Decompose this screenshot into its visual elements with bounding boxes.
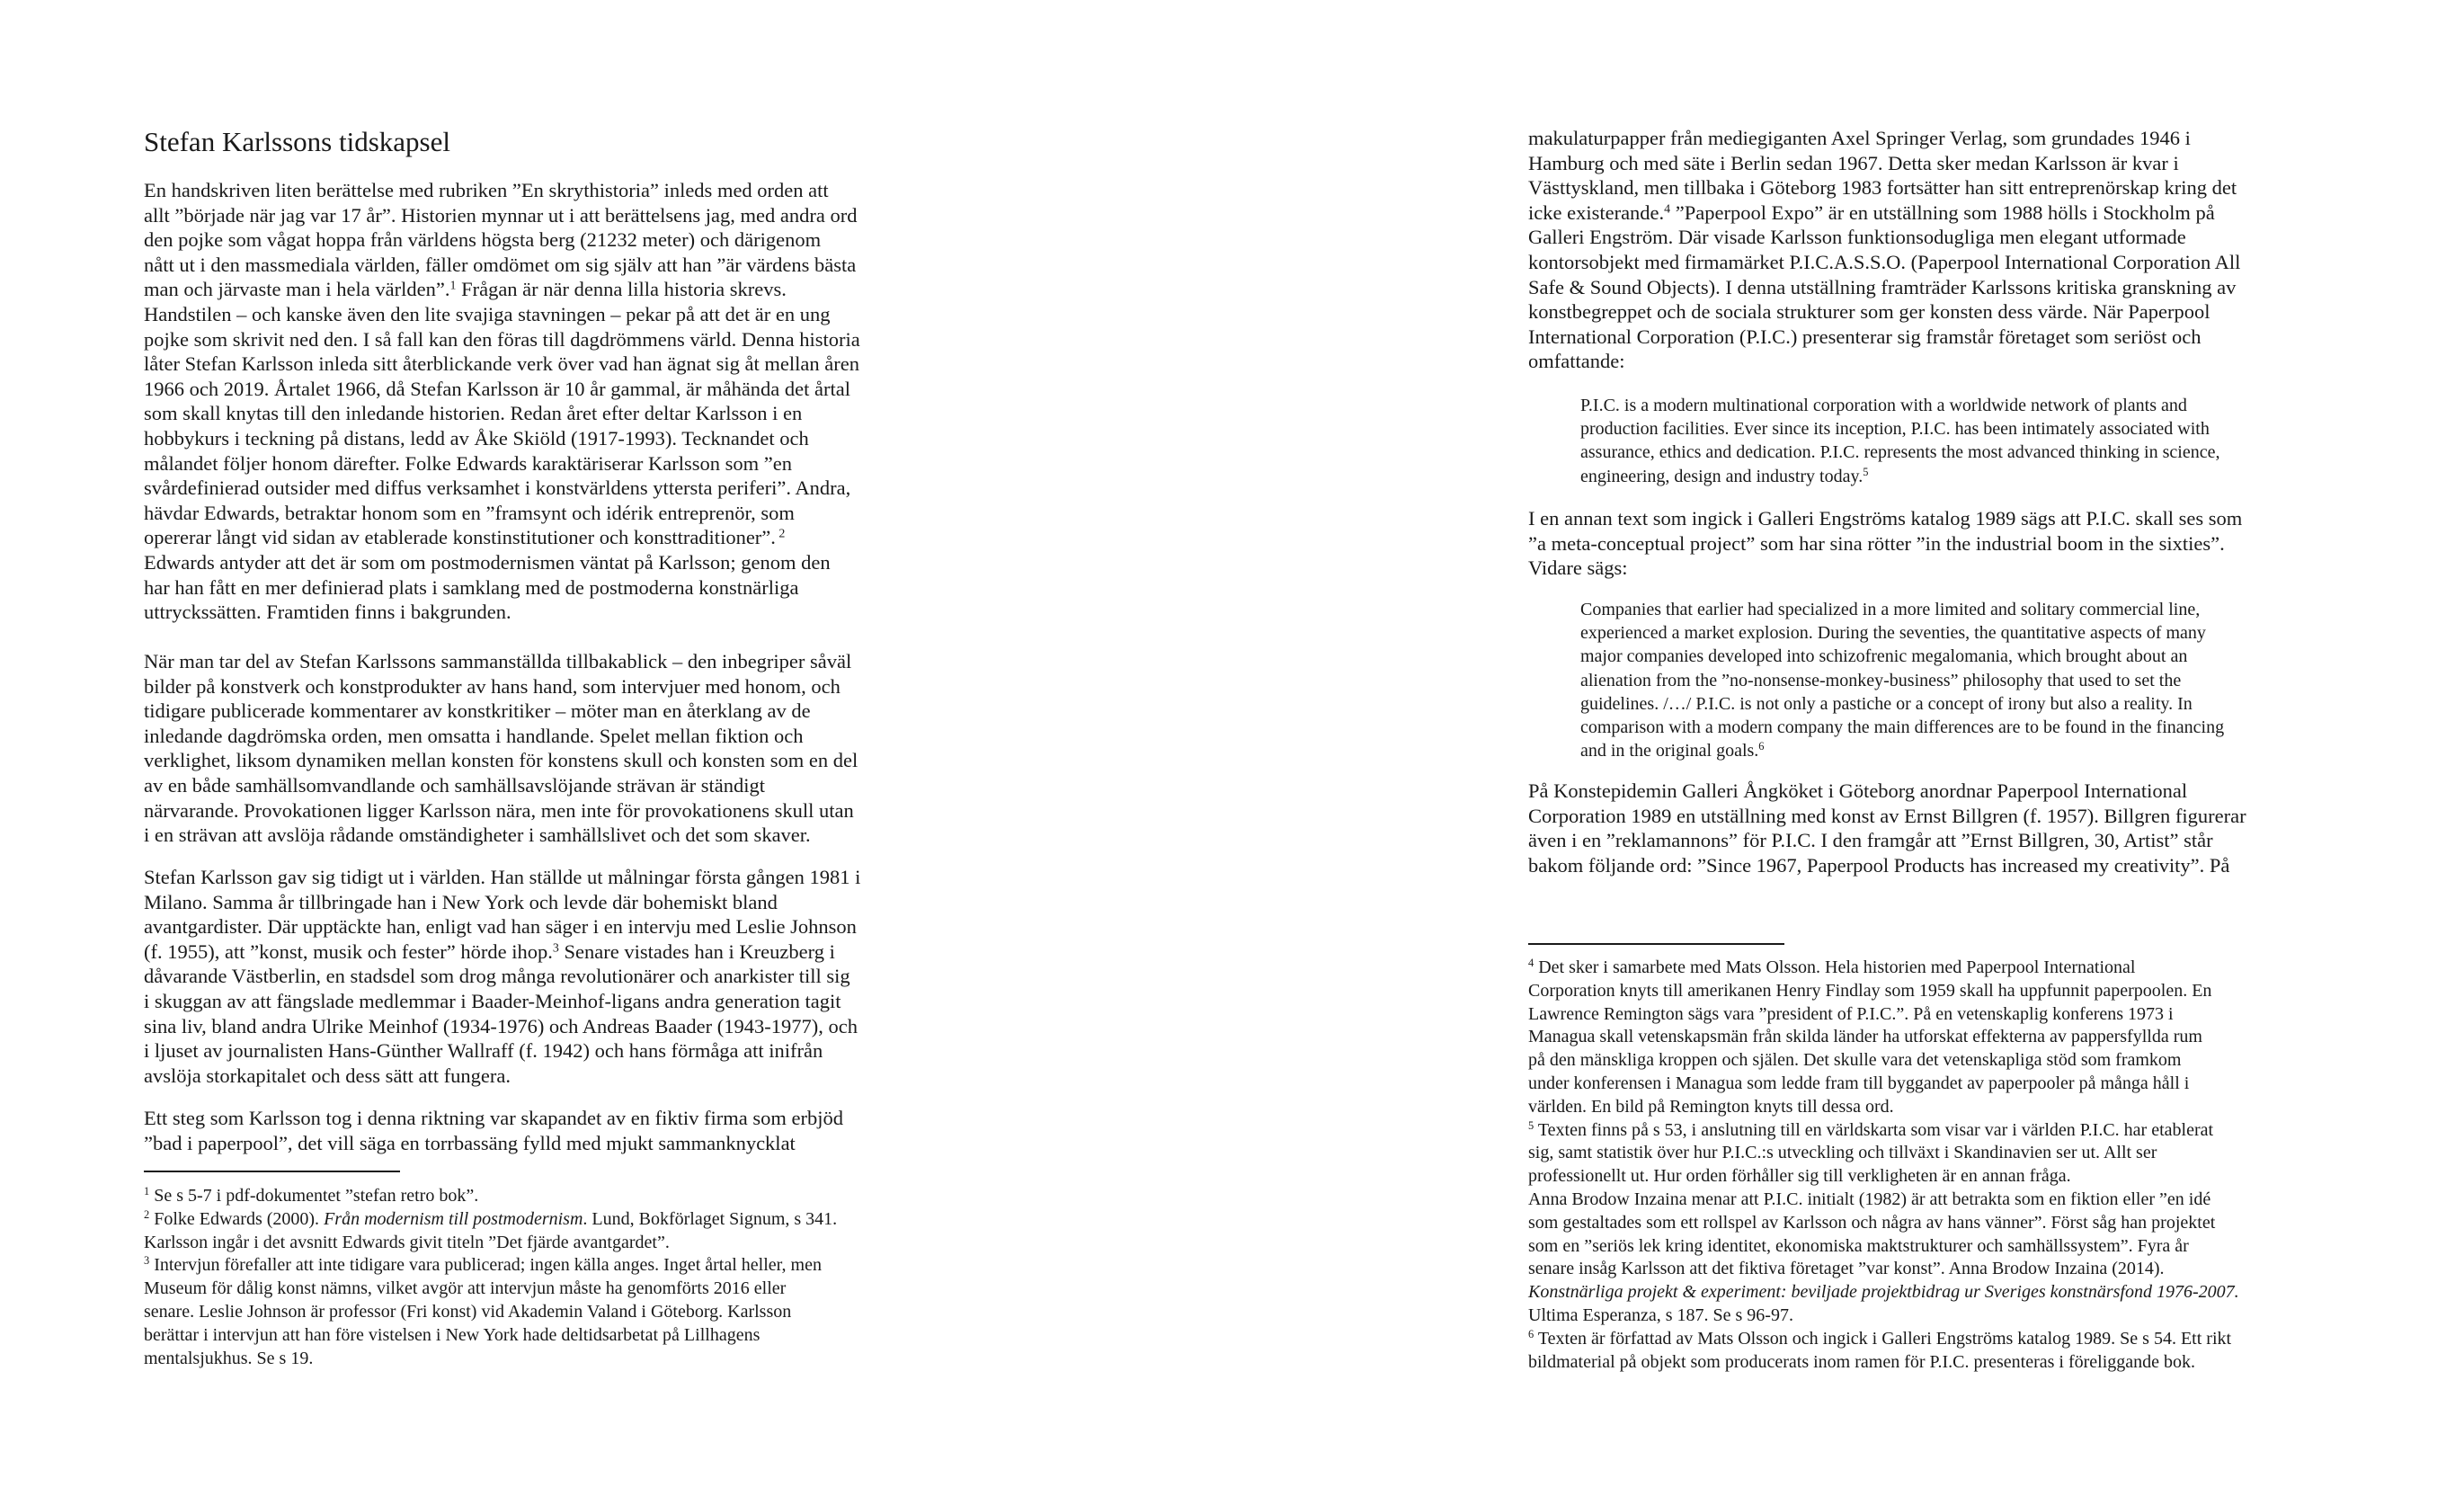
footnote-2: $^2$ Folke Edwards (2000). Från modernism till postmodernism. Lund, Bokförlaget Signum, s 341. <box>144 1207 838 1229</box>
paragraph-7: På Konstepidemin Galleri Ångköket i Göteborg anordnar Paperpool International Corporation 1989 en utställning med konst av Ernst Billgren (f. 1957). Billgren figurerar även i en ”reklamannons” för P.I.C. I den framgår att ”Ernst Billgren, 30, Artist” står bakom följande ord: ”Since 1967, Paperpool Products has increased my creativity”. På <box>1528 779 2246 877</box>
footnote-ref-5[interactable]: 5 <box>1863 465 1869 478</box>
footnotes-left: $^1$ Se s 5-7 i pdf-dokumentet ”stefan retro bok”. $^2$ Folke Edwards (2000). Från modernism till postmodernism. Lund, Bokförlaget Signum, s 341. Karlsson ingår i det avsnitt Edwards givit titeln ”Det fjärde avantgardet”. $^3$ Intervjun förefaller att inte tidigare vara publicerad; ingen källa anges. Inget årtal heller, men Museum för dålig konst nämns, vilket avgör att intervjun måste ha genomförts 2016 eller senare. Leslie Johnson är professor (Fri konst) vid Akademin Valand i Göteborg. Karlsson berättar i intervjun att han före vistelsen i New York hade deltidsarbetat på Lillhagens mentalsjukhus. Se s 19. <box>144 1185 838 1368</box>
footnote-1: $^1$ Se s 5-7 i pdf-dokumentet ”stefan retro bok”. <box>144 1185 479 1206</box>
chapter-title: Stefan Karlssons tidskapsel <box>144 126 450 157</box>
footnote-ref-2[interactable]: 2 <box>775 527 786 541</box>
footnote-separator <box>144 1171 400 1172</box>
footnote-ref-4[interactable]: 4 <box>1664 202 1671 217</box>
footnote-6: $^6$ Texten är författad av Mats Olsson och ingick i Galleri Engströms katalog 1989. Se s 54. Ett rikt <box>1528 1327 2232 1349</box>
footnote-3: $^3$ Intervjun förefaller att inte tidigare vara publicerad; ingen källa anges. Inget årtal heller, men <box>144 1254 822 1276</box>
paragraph-5: makulaturpapper från mediegiganten Axel Springer Verlag, som grundades 1946 i Hamburg och med säte i Berlin sedan 1967. Detta sker medan Karlsson är kvar i Västtyskland, men tillbaka i Göteborg 1983 fortsätter han sitt entreprenörskap kring det icke existerande.$^4$ ”Paperpool Expo” är en utställning som 1988 hölls i Stockholm på Galleri Engström. Där visade Karlsson funktionsodugliga men elegant utformade kontorsobjekt med firmamärket P.I.C.A.S.S.O. (Paperpool International Corporation All Safe & Sound Objects). I denna utställning framträder Karlssons kritiska granskning av konstbegreppet och de sociala strukturer som ger konsten dess värde. När Paperpool International Corporation (P.I.C.) presenterar sig framstår företaget som seriöst och omfattande: <box>1528 127 2241 373</box>
footnote-separator <box>1528 943 1784 945</box>
block-quote-1: P.I.C. is a modern multinational corporation with a worldwide network of plants and production facilities. Ever since its inception, P.I.C. has been intimately associated with assurance, ethics and dedication. P.I.C. represents the most advanced thinking in science, engineering, design and industry today.$^5$ <box>1580 396 2220 486</box>
footnote-ref-3[interactable]: 3 <box>552 941 559 956</box>
paragraph-3: Stefan Karlsson gav sig tidigt ut i världen. Han ställde ut målningar första gången 1981 i Milano. Samma år tillbringade han i New York och levde där bohemiskt bland avantgardister. Där upptäckte han, enligt vad han säger i en intervju med Leslie Johnson (f. 1955), att ”konst, musik och fester” hörde ihop.$^3$ Senare vistades han i Kreuzberg i dåvarande Västberlin, en stadsdel som drog många revolutionärer och anarkister till sig i skuggan av att fängslade medlemmar i Baader-Meinhof-ligans andra generation tagit sina liv, bland andra Ulrike Meinhof (1934-1976) och Andreas Baader (1943-1977), och i ljuset av journalisten Hans-Günther Wallraff (f. 1942) och hans förmåga att inifrån avslöja storkapitalet och dess sätt att fungera. <box>144 866 861 1087</box>
paragraph-4: Ett steg som Karlsson tog i denna riktning var skapandet av en fiktiv firma som erbjöd ”bad i paperpool”, det vill säga en torrbassäng fylld med mjukt sammanknycklat <box>144 1107 843 1154</box>
footnote-ref-6[interactable]: 6 <box>1758 740 1765 753</box>
footnote-4: $^4$ Det sker i samarbete med Mats Olsson. Hela historien med Paperpool International <box>1528 957 2136 977</box>
paragraph-2: När man tar del av Stefan Karlssons sammanställda tillbakablick – den inbegriper såväl bilder på konstverk och konstprodukter av hans hand, som intervjuer med honom, och tidigare publicerade kommentarer av konstkritiker – möter man en återklang av de inledande dagdrömska orden, men omsatta i handlande. Spelet mellan fiktion och verklighet, liksom dynamiken mellan konsten för konstens skull och konsten som en del av en både samhällsomvandlande och samhällsavslöjande strävan är ständigt närvarande. Provokationen ligger Karlsson nära, men inte för provokationens skull utan i en strävan att avslöja rådande omständigheter i samhällslivet och det som skaver. <box>144 650 858 847</box>
block-quote-2: Companies that earlier had specialized in a more limited and solitary commercial line, experienced a market explosion. During the seventies, the quantitative aspects of many major companies developed into schizofrenic megalomania, which brought about an alienation from the ”no-nonsense-monkey-business” philosophy that used to set the guidelines. /…/ P.I.C. is not only a pastiche or a concept of irony but also a reality. In comparison with a modern company the main differences are to be found in the financing and in the original goals.$^6$ <box>1580 600 2225 761</box>
footnote-5: $^5$ Texten finns på s 53, i anslutning till en världskarta som visar var i världen P.I.C. har etablerat <box>1528 1118 2214 1140</box>
paragraph-1: En handskriven liten berättelse med rubriken ”En skrythistoria” inleds med orden att allt ”började när jag var 17 år”. Historien mynnar ut i att berättelsens jag, med andra ord den pojke som vågat hoppa från världens högsta berg (21232 meter) och därigenom nått ut i den massmediala världen, fäller omdömet om sig själv att han ”är värdens bästa man och järvaste man i hela världen”.$^1$ Frågan är när denna lilla historia skrevs. Handstilen – och kanske även den lite svajiga stavningen – pekar på att det är en ung pojke som skrivit ned den. I så fall kan den föras till dagdrömmens värld. Denna historia låter Stefan Karlsson inleda sitt återblickande verk över vad han ägnat sig åt mellan åren 1966 och 2019. Årtalet 1966, då Stefan Karlsson är 10 år gammal, är måhända det årtal som skall knytas till den inledande historien. Redan året efter deltar Karlsson i en hobbykurs i teckning på distans, ledd av Åke Skiöld (1917-1993). Tecknandet och målandet följer honom därefter. Folke Edwards karaktäriserar Karlsson som ”en svårdefinierad outsider med diffus verksamhet i konstvärldens yttersta periferi”. Andra, hävdar Edwards, betraktar honom som en ”framsynt och idérik entreprenör, som opererar långt vid sidan av etablerade konstinstitutioner och konsttraditioner”. $^2$ Edwards antyder att det är som om postmodernismen väntat på Karlsson; genom den har han fått en mer definierad plats i samklang med de postmoderna konstnärliga uttryckssätten. Framtiden finns i bakgrunden. <box>144 179 860 624</box>
footnote-ref-1[interactable]: 1 <box>449 279 457 293</box>
footnotes-right: $^4$ Det sker i samarbete med Mats Olsson. Hela historien med Paperpool International Corporation knyts till amerikanen Henry Findlay som 1959 skall ha uppfunnit paperpoolen. En Lawrence Remington sägs vara ”president of P.I.C.”. På en vetenskaplig konferens 1973 i Managua skall vetenskapsmän från skilda länder ha utforskat effekterna av pappersfyllda rum på den mänskliga kroppen och själen. Det skulle vara det vetenskapliga stöd som framkom under konferensen i Managua som ledde fram till byggandet av paperpooler på många håll i världen. En bild på Remington knyts till dessa ord. $^5$ Texten finns på s 53, i anslutning till en världskarta som visar var i världen P.I.C. har etablerat sig, samt statistik över hur P.I.C.:s utveckling och tillväxt i Skandinavien ser ut. Allt ser professionellt ut. Hur orden förhåller sig till verkligheten är en annan fråga. Anna Brodow Inzaina menar att P.I.C. initialt (1982) är att betrakta som en fiktion eller ”en idé som gestaltades som ett rollspel av Karlsson och några av hans vänner”. Först såg han projektet som en ”seriös lek kring identitet, ekonomiska maktstrukturer och samhällssystem”. Fyra år senare insåg Karlsson att det fiktiva företaget ”var konst”. Anna Brodow Inzaina (2014). Konstnärliga projekt & experiment: beviljade projektbidrag ur Sveriges konstnärsfond 1976-2007. Ultima Esperanza, s 187. Se s 96-97. $^6$ Texten är författad av Mats Olsson och ingick i Galleri Engströms katalog 1989. Se s 54. Ett rikt bildmaterial på objekt som producerats inom ramen för P.I.C. presenteras i föreliggande bok. <box>1528 957 2239 1372</box>
right-page <box>1232 0 2464 1487</box>
paragraph-6: I en annan text som ingick i Galleri Engströms katalog 1989 sägs att P.I.C. skall ses som ”a meta-conceptual project” som har sina rötter ”in the industrial boom in the sixties”. Vidare sägs: <box>1528 507 2243 580</box>
